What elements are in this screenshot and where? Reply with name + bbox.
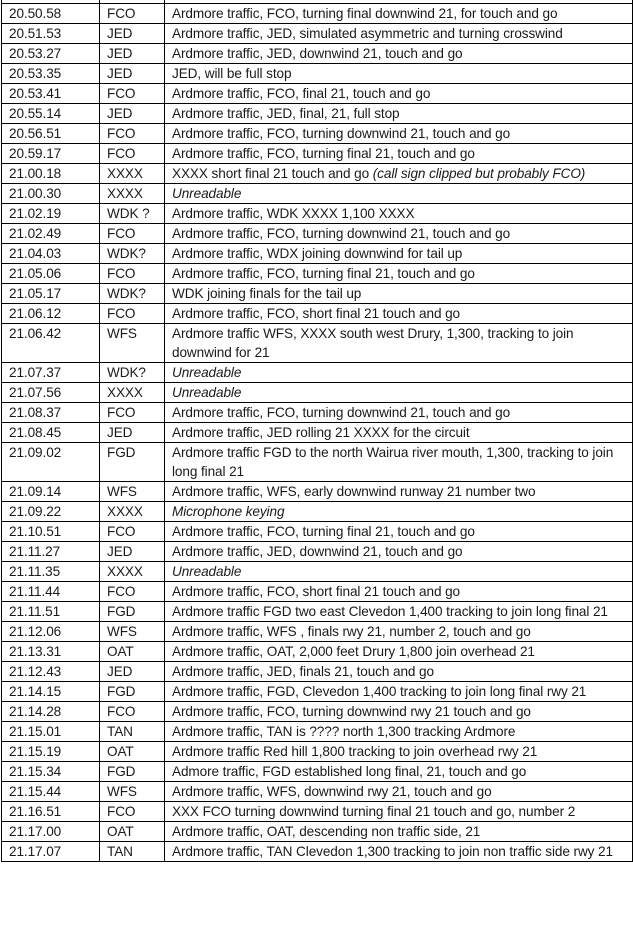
table-row <box>2 802 633 822</box>
time-cell: 21.12.06 <box>2 622 100 642</box>
time-cell: 21.08.37 <box>2 403 100 423</box>
transcript-text: Ardmore traffic, FCO, turning final 21, touch and go <box>172 524 475 539</box>
transcript-cell <box>165 363 633 383</box>
transcript-cell <box>165 184 633 204</box>
callsign-cell: XXXX <box>100 184 165 204</box>
table-row <box>2 842 633 862</box>
callsign-cell: JED <box>100 44 165 64</box>
transcript-text: Ardmore traffic, JED, finals 21, touch and go <box>172 664 434 679</box>
table-row <box>2 443 633 482</box>
transcript-text: Ardmore traffic, FCO, final 21, touch and go <box>172 86 431 101</box>
callsign-cell: OAT <box>100 642 165 662</box>
callsign-cell: TAN <box>100 722 165 742</box>
callsign-cell: JED <box>100 662 165 682</box>
table-row <box>2 782 633 802</box>
table-row <box>2 4 633 24</box>
time-cell: 21.06.12 <box>2 304 100 324</box>
time-cell: 21.11.27 <box>2 542 100 562</box>
callsign-cell: XXXX <box>100 562 165 582</box>
transcript-text: Ardmore traffic, JED, downwind 21, touch and go <box>172 46 463 61</box>
callsign-cell: JED <box>100 542 165 562</box>
table-row <box>2 264 633 284</box>
table-row <box>2 762 633 782</box>
time-cell: 21.06.42 <box>2 324 100 363</box>
transcript-cell <box>165 164 633 184</box>
table-row <box>2 324 633 363</box>
transcript-text: Ardmore traffic, JED rolling 21 XXXX for the circuit <box>172 425 470 440</box>
table-row <box>2 562 633 582</box>
transcript-cell <box>165 622 633 642</box>
callsign-cell: JED <box>100 64 165 84</box>
time-cell: 20.51.53 <box>2 24 100 44</box>
table-row <box>2 682 633 702</box>
transcript-cell <box>165 4 633 24</box>
time-cell: 21.11.35 <box>2 562 100 582</box>
callsign-cell: TAN <box>100 842 165 862</box>
transcript-text: Ardmore traffic, FCO, turning downwind rwy 21 touch and go <box>172 704 531 719</box>
transcript-cell <box>165 502 633 522</box>
transcript-cell <box>165 224 633 244</box>
callsign-cell: FCO <box>100 224 165 244</box>
table-row <box>2 482 633 502</box>
callsign-cell: WFS <box>100 622 165 642</box>
table-row <box>2 64 633 84</box>
callsign-cell: FGD <box>100 682 165 702</box>
time-cell: 20.56.51 <box>2 124 100 144</box>
callsign-cell: FCO <box>100 124 165 144</box>
table-row <box>2 662 633 682</box>
callsign-cell: WDK? <box>100 363 165 383</box>
transcript-text: Ardmore traffic, FGD, Clevedon 1,400 tracking to join long final rwy 21 <box>172 684 587 699</box>
transcript-text: Ardmore traffic, FCO, turning downwind 21, touch and go <box>172 226 511 241</box>
table-row <box>2 542 633 562</box>
time-cell: 21.11.51 <box>2 602 100 622</box>
transcript-text: Ardmore traffic FGD two east Clevedon 1,400 tracking to join long final 21 <box>172 604 608 619</box>
transcript-text: Ardmore traffic FGD to the north Wairua river mouth, 1,300, tracking to join long final 21 <box>172 445 614 479</box>
time-cell: 20.50.58 <box>2 4 100 24</box>
time-cell: 21.17.07 <box>2 842 100 862</box>
table-row <box>2 204 633 224</box>
transcript-cell <box>165 84 633 104</box>
callsign-cell: WFS <box>100 482 165 502</box>
time-cell: 21.04.03 <box>2 244 100 264</box>
transcript-text: Ardmore traffic, FCO, turning downwind 21, touch and go <box>172 405 511 420</box>
transcript-text: Ardmore traffic, OAT, 2,000 feet Drury 1,800 join overhead 21 <box>172 644 535 659</box>
transcript-text: Ardmore traffic, FCO, turning final downwind 21, for touch and go <box>172 6 558 21</box>
time-cell: 21.07.37 <box>2 363 100 383</box>
transcript-cell <box>165 522 633 542</box>
transcript-cell <box>165 304 633 324</box>
table-row <box>2 144 633 164</box>
time-cell: 21.05.06 <box>2 264 100 284</box>
transcript-cell <box>165 383 633 403</box>
transcript-cell <box>165 562 633 582</box>
callsign-cell: FCO <box>100 264 165 284</box>
transcript-cell <box>165 144 633 164</box>
transcript-text: Ardmore traffic, FCO, turning final 21, touch and go <box>172 266 475 281</box>
table-row <box>2 24 633 44</box>
table-row <box>2 742 633 762</box>
transcript-italic-text: Unreadable <box>172 365 242 380</box>
callsign-cell: OAT <box>100 742 165 762</box>
callsign-cell: FCO <box>100 144 165 164</box>
callsign-cell: FCO <box>100 702 165 722</box>
transcript-cell <box>165 482 633 502</box>
table-row <box>2 822 633 842</box>
table-row <box>2 184 633 204</box>
transcript-text: XXX FCO turning downwind turning final 21 touch and go, number 2 <box>172 804 576 819</box>
transcript-text: Ardmore traffic, TAN is ???? north 1,300 tracking Ardmore <box>172 724 516 739</box>
callsign-cell: JED <box>100 24 165 44</box>
time-cell: 21.15.19 <box>2 742 100 762</box>
transcript-text: JED, will be full stop <box>172 66 292 81</box>
time-cell: 21.14.28 <box>2 702 100 722</box>
transcript-cell <box>165 702 633 722</box>
transcript-cell <box>165 423 633 443</box>
callsign-cell: FCO <box>100 304 165 324</box>
table-row <box>2 124 633 144</box>
table-row <box>2 423 633 443</box>
callsign-cell: WDK? <box>100 244 165 264</box>
time-cell: 21.02.49 <box>2 224 100 244</box>
time-cell: 21.15.44 <box>2 782 100 802</box>
transcript-cell <box>165 324 633 363</box>
radio-transcript-table <box>1 0 633 862</box>
time-cell: 20.53.41 <box>2 84 100 104</box>
transcript-italic-text: (call sign clipped but probably FCO) <box>372 166 586 181</box>
transcript-cell <box>165 124 633 144</box>
time-cell: 21.07.56 <box>2 383 100 403</box>
transcript-cell <box>165 64 633 84</box>
transcript-italic-text: Unreadable <box>172 385 242 400</box>
transcript-text: Ardmore traffic, FCO, turning downwind 21, touch and go <box>172 126 511 141</box>
table-row <box>2 383 633 403</box>
transcript-cell <box>165 44 633 64</box>
transcript-cell <box>165 842 633 862</box>
transcript-cell <box>165 782 633 802</box>
table-row <box>2 44 633 64</box>
callsign-cell: FGD <box>100 443 165 482</box>
callsign-cell: XXXX <box>100 383 165 403</box>
table-row <box>2 502 633 522</box>
callsign-cell: FCO <box>100 802 165 822</box>
transcript-text: Ardmore traffic, WFS, early downwind runway 21 number two <box>172 484 536 499</box>
transcript-cell <box>165 582 633 602</box>
time-cell: 21.00.30 <box>2 184 100 204</box>
transcript-cell <box>165 802 633 822</box>
transcript-cell <box>165 244 633 264</box>
table-row <box>2 164 633 184</box>
callsign-cell: WFS <box>100 324 165 363</box>
callsign-cell: JED <box>100 423 165 443</box>
transcript-cell <box>165 762 633 782</box>
transcript-cell <box>165 642 633 662</box>
callsign-cell: FGD <box>100 762 165 782</box>
time-cell: 21.14.15 <box>2 682 100 702</box>
transcript-italic-text: Unreadable <box>172 186 242 201</box>
transcript-text: Ardmore traffic Red hill 1,800 tracking to join overhead rwy 21 <box>172 744 538 759</box>
transcript-cell <box>165 662 633 682</box>
transcript-cell <box>165 264 633 284</box>
transcript-text: Ardmore traffic, FCO, short final 21 touch and go <box>172 306 461 321</box>
time-cell: 21.02.19 <box>2 204 100 224</box>
transcript-table-body <box>2 0 633 862</box>
time-cell: 21.15.01 <box>2 722 100 742</box>
time-cell: 21.09.22 <box>2 502 100 522</box>
table-row <box>2 602 633 622</box>
callsign-cell: FCO <box>100 4 165 24</box>
time-cell: 21.10.51 <box>2 522 100 542</box>
table-row <box>2 642 633 662</box>
transcript-text: Ardmore traffic, JED, simulated asymmetric and turning crosswind <box>172 26 563 41</box>
transcript-text: Ardmore traffic, WFS, downwind rwy 21, touch and go <box>172 784 492 799</box>
transcript-text: Ardmore traffic, JED, final, 21, full stop <box>172 106 400 121</box>
transcript-cell <box>165 722 633 742</box>
time-cell: 21.00.18 <box>2 164 100 184</box>
transcript-cell <box>165 204 633 224</box>
callsign-cell: FCO <box>100 84 165 104</box>
callsign-cell: FCO <box>100 522 165 542</box>
transcript-cell <box>165 403 633 423</box>
transcript-cell <box>165 443 633 482</box>
transcript-text: Ardmore traffic, WDX joining downwind for tail up <box>172 246 463 261</box>
transcript-italic-text: Unreadable <box>172 564 242 579</box>
callsign-cell: XXXX <box>100 164 165 184</box>
table-row <box>2 722 633 742</box>
transcript-text: XXXX short final 21 touch and go <box>172 166 373 181</box>
transcript-text: WDK joining finals for the tail up <box>172 286 362 301</box>
time-cell: 21.12.43 <box>2 662 100 682</box>
transcript-text: Ardmore traffic, WFS , finals rwy 21, number 2, touch and go <box>172 624 531 639</box>
time-cell: 20.55.14 <box>2 104 100 124</box>
time-cell: 21.15.34 <box>2 762 100 782</box>
transcript-italic-text: Microphone keying <box>172 504 285 519</box>
transcript-cell <box>165 542 633 562</box>
transcript-text: Admore traffic, FGD established long final, 21, touch and go <box>172 764 527 779</box>
table-row <box>2 622 633 642</box>
transcript-text: Ardmore traffic, JED, downwind 21, touch and go <box>172 544 463 559</box>
time-cell: 21.16.51 <box>2 802 100 822</box>
callsign-cell: XXXX <box>100 502 165 522</box>
transcript-cell <box>165 602 633 622</box>
table-row <box>2 582 633 602</box>
time-cell: 20.53.27 <box>2 44 100 64</box>
table-row <box>2 284 633 304</box>
table-row <box>2 224 633 244</box>
callsign-cell: JED <box>100 104 165 124</box>
time-cell: 21.05.17 <box>2 284 100 304</box>
callsign-cell: FGD <box>100 602 165 622</box>
transcript-text: Ardmore traffic, TAN Clevedon 1,300 tracking to join non traffic side rwy 21 <box>172 844 613 859</box>
callsign-cell: FCO <box>100 582 165 602</box>
table-row <box>2 304 633 324</box>
table-row <box>2 363 633 383</box>
time-cell: 21.09.02 <box>2 443 100 482</box>
callsign-cell: OAT <box>100 822 165 842</box>
transcript-cell <box>165 104 633 124</box>
transcript-cell <box>165 284 633 304</box>
callsign-cell: WDK ? <box>100 204 165 224</box>
transcript-text: Ardmore traffic, WDK XXXX 1,100 XXXX <box>172 206 415 221</box>
time-cell: 21.13.31 <box>2 642 100 662</box>
transcript-text: Ardmore traffic WFS, XXXX south west Drury, 1,300, tracking to join downwind for 21 <box>172 326 574 360</box>
table-row <box>2 84 633 104</box>
transcript-cell <box>165 742 633 762</box>
table-row <box>2 403 633 423</box>
transcript-cell <box>165 24 633 44</box>
table-row <box>2 244 633 264</box>
transcript-cell <box>165 822 633 842</box>
time-cell: 21.08.45 <box>2 423 100 443</box>
transcript-cell <box>165 682 633 702</box>
table-row <box>2 702 633 722</box>
transcript-text: Ardmore traffic, FCO, short final 21 touch and go <box>172 584 461 599</box>
table-row <box>2 104 633 124</box>
callsign-cell: FCO <box>100 403 165 423</box>
transcript-text: Ardmore traffic, OAT, descending non traffic side, 21 <box>172 824 481 839</box>
time-cell: 21.11.44 <box>2 582 100 602</box>
callsign-cell: WFS <box>100 782 165 802</box>
callsign-cell: WDK? <box>100 284 165 304</box>
table-row <box>2 522 633 542</box>
time-cell: 20.59.17 <box>2 144 100 164</box>
transcript-text: Ardmore traffic, FCO, turning final 21, touch and go <box>172 146 475 161</box>
time-cell: 21.17.00 <box>2 822 100 842</box>
time-cell: 20.53.35 <box>2 64 100 84</box>
time-cell: 21.09.14 <box>2 482 100 502</box>
